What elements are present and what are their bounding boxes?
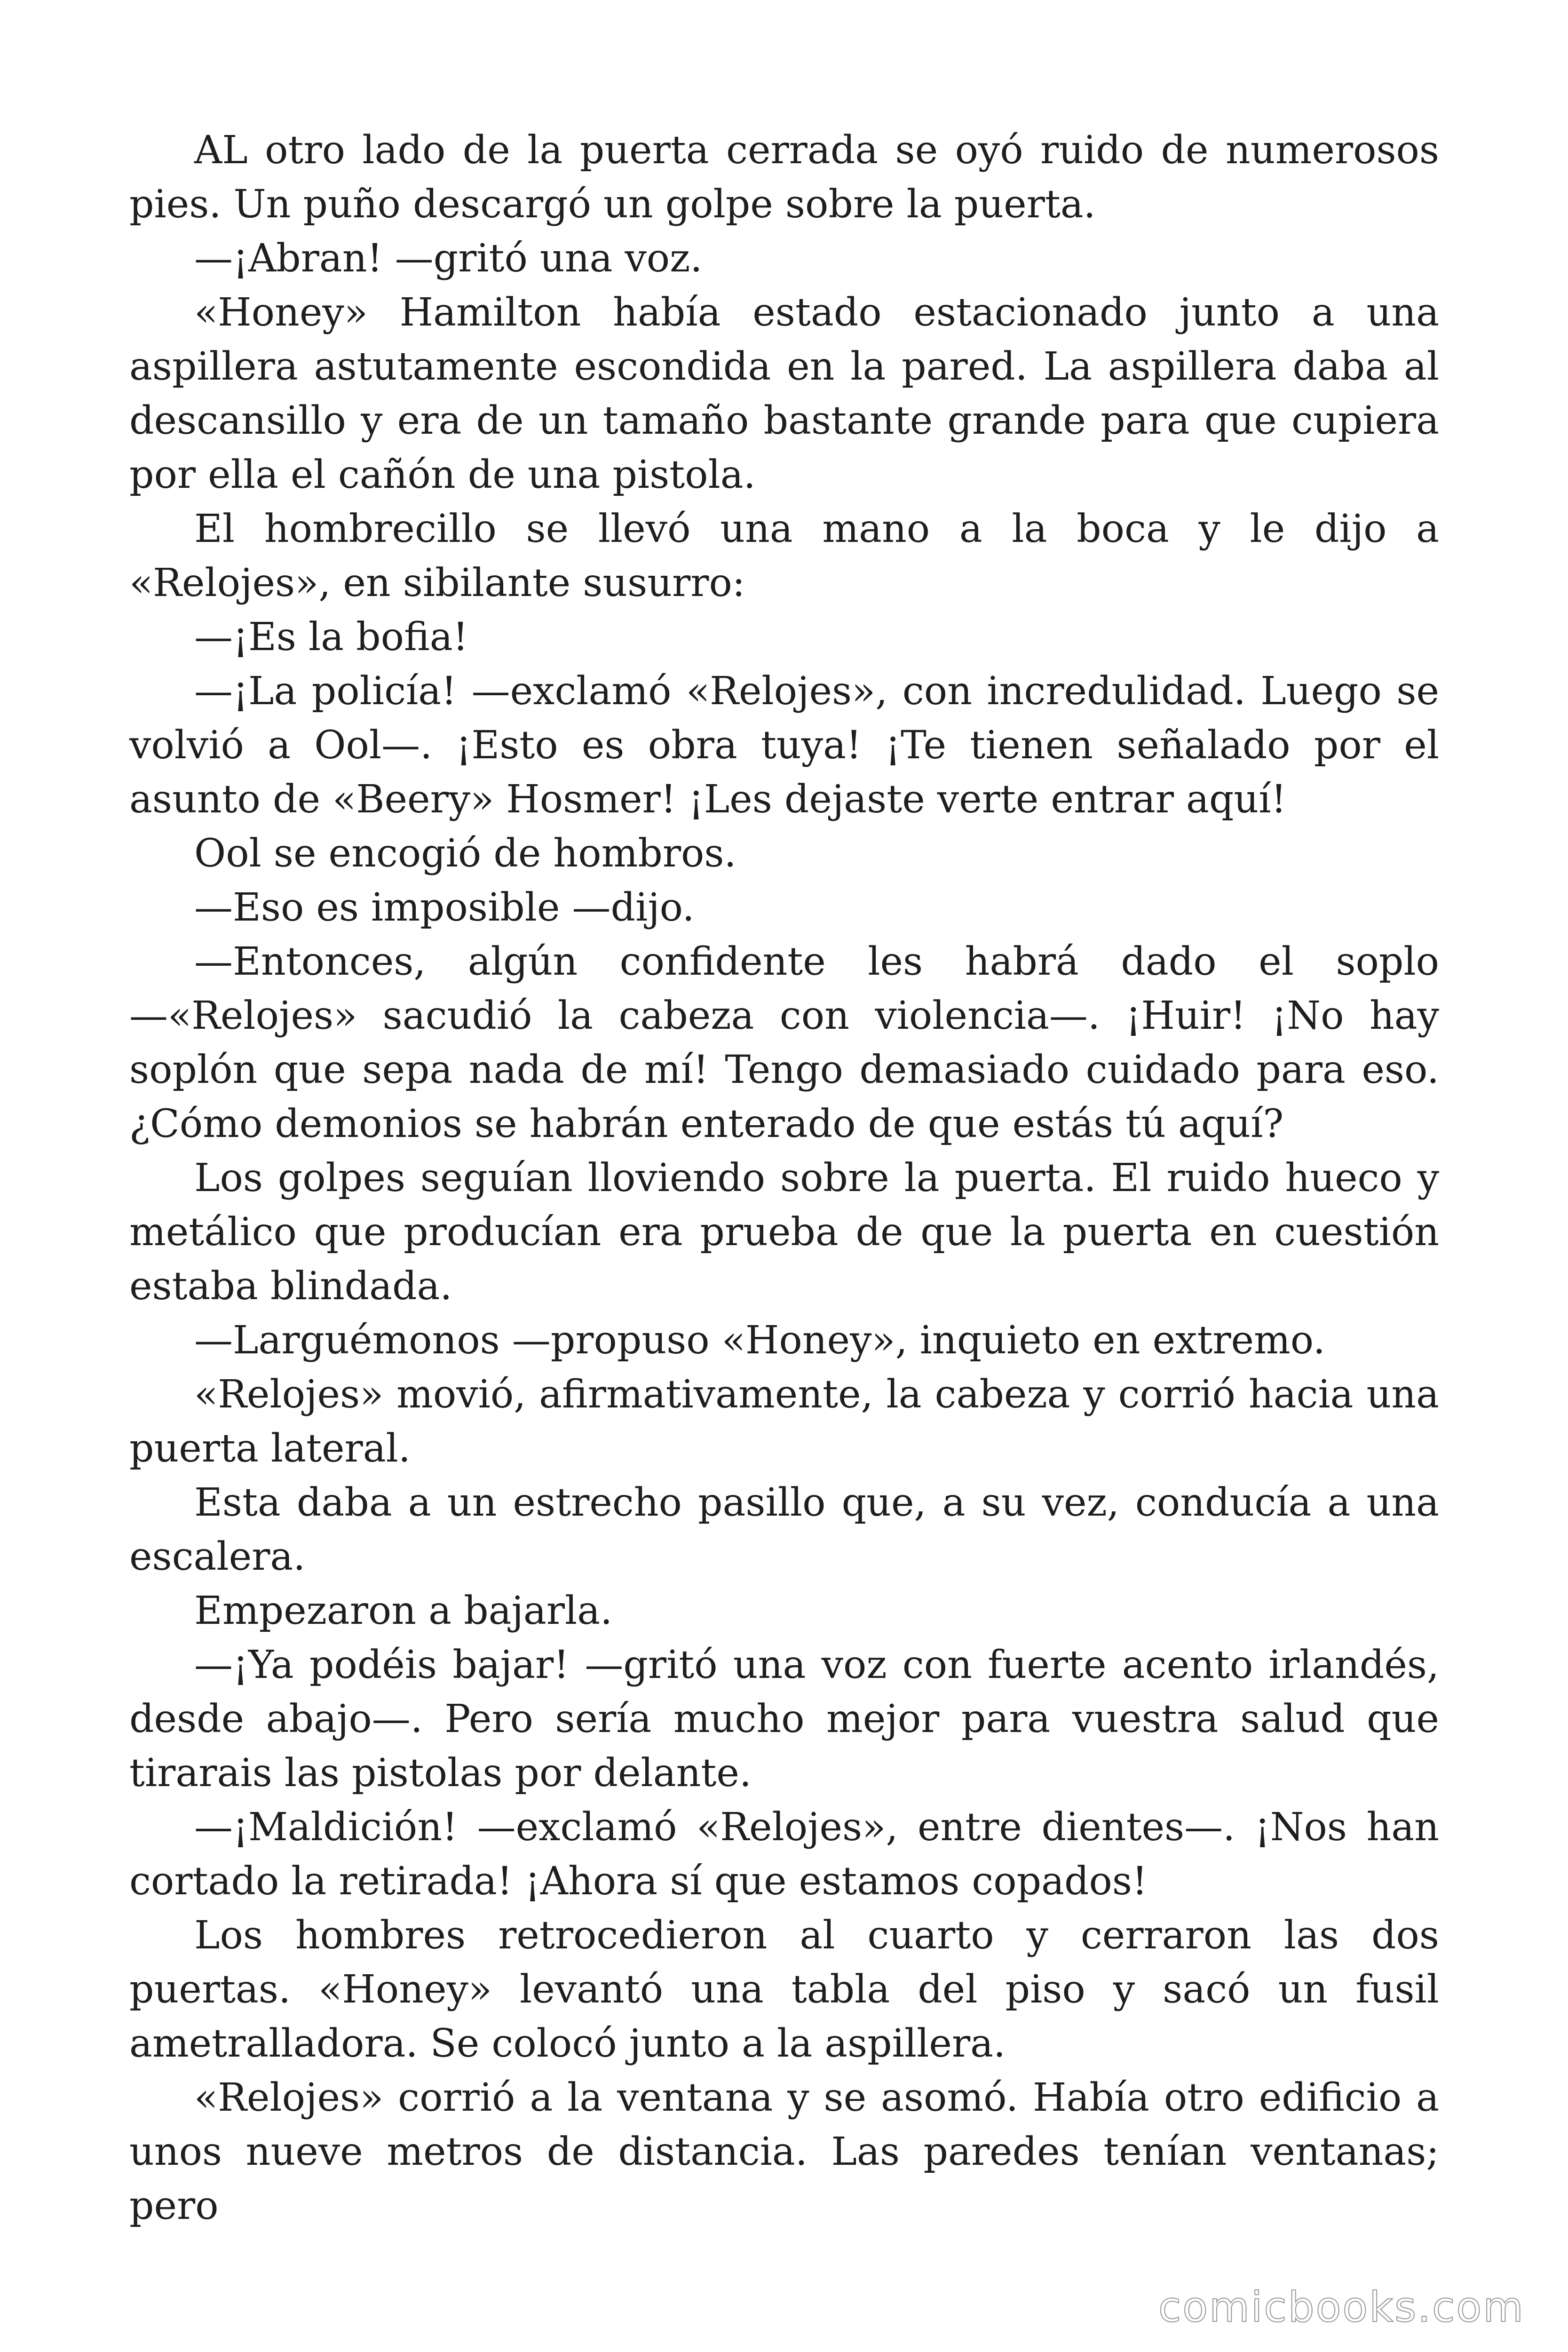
paragraph: —¡Maldición! —exclamó «Relojes», entre dientes—. ¡Nos han cortado la retirada! ¡Ahora sí que estamos copados! bbox=[129, 1805, 1439, 1904]
paragraph: —Eso es imposible —dijo. bbox=[194, 885, 695, 930]
body-text bbox=[129, 123, 1439, 2233]
paragraph: —Entonces, algún confidente les habrá dado el soplo —«Relojes» sacudió la cabeza con violencia—. ¡Huir! ¡No hay soplón que sepa nada de mí! Tengo demasiado cuidado para eso. ¿Cómo demonios se habrán enterado de que estás tú aquí? bbox=[129, 939, 1439, 1146]
paragraph: «Relojes» corrió a la ventana y se asomó. Había otro edificio a unos nueve metros de distancia. Las paredes tenían ventanas; pero bbox=[129, 2075, 1439, 2228]
paragraph: Ool se encogió de hombros. bbox=[194, 831, 736, 876]
paragraph: El hombrecillo se llevó una mano a la boca y le dijo a «Relojes», en sibilante susurro: bbox=[129, 507, 1439, 605]
paragraph: «Relojes» movió, afirmativamente, la cabeza y corrió hacia una puerta lateral. bbox=[129, 1372, 1439, 1471]
paragraph: —¡Ya podéis bajar! —gritó una voz con fuerte acento irlandés, desde abajo—. Pero sería mucho mejor para vuestra salud que tirarais las pistolas por delante. bbox=[129, 1643, 1439, 1796]
paragraph: Los golpes seguían lloviendo sobre la puerta. El ruido hueco y metálico que producían era prueba de que la puerta en cuestión estaba blindada. bbox=[129, 1156, 1439, 1309]
paragraph: —Larguémonos —propuso «Honey», inquieto en extremo. bbox=[194, 1318, 1325, 1363]
paragraph: «Honey» Hamilton había estado estacionado junto a una aspillera astutamente escondida en la pared. La aspillera daba al descansillo y era de un tamaño bastante grande para que cupiera por ella el cañón de una pistola. bbox=[129, 290, 1439, 497]
paragraph: Los hombres retrocedieron al cuarto y cerraron las dos puertas. «Honey» levantó una tabla del piso y sacó un fusil ametralladora. Se colocó junto a la aspillera. bbox=[129, 1913, 1439, 2066]
paragraph: —¡Abran! —gritó una voz. bbox=[194, 236, 703, 281]
paragraph: Esta daba a un estrecho pasillo que, a su vez, conducía a una escalera. bbox=[129, 1480, 1439, 1579]
paragraph: Empezaron a bajarla. bbox=[194, 1589, 613, 1633]
paragraph: —¡Es la bofia! bbox=[194, 615, 468, 660]
paragraph: —¡La policía! —exclamó «Relojes», con incredulidad. Luego se volvió a Ool—. ¡Esto es obra tuya! ¡Te tienen señalado por el asunto de «Beery» Hosmer! ¡Les dejaste verte entrar aquí! bbox=[129, 669, 1439, 822]
paragraph: AL otro lado de la puerta cerrada se oyó ruido de numerosos pies. Un puño descargó un golpe sobre la puerta. bbox=[129, 128, 1439, 227]
watermark: comicbooks.com bbox=[1158, 2283, 1525, 2331]
